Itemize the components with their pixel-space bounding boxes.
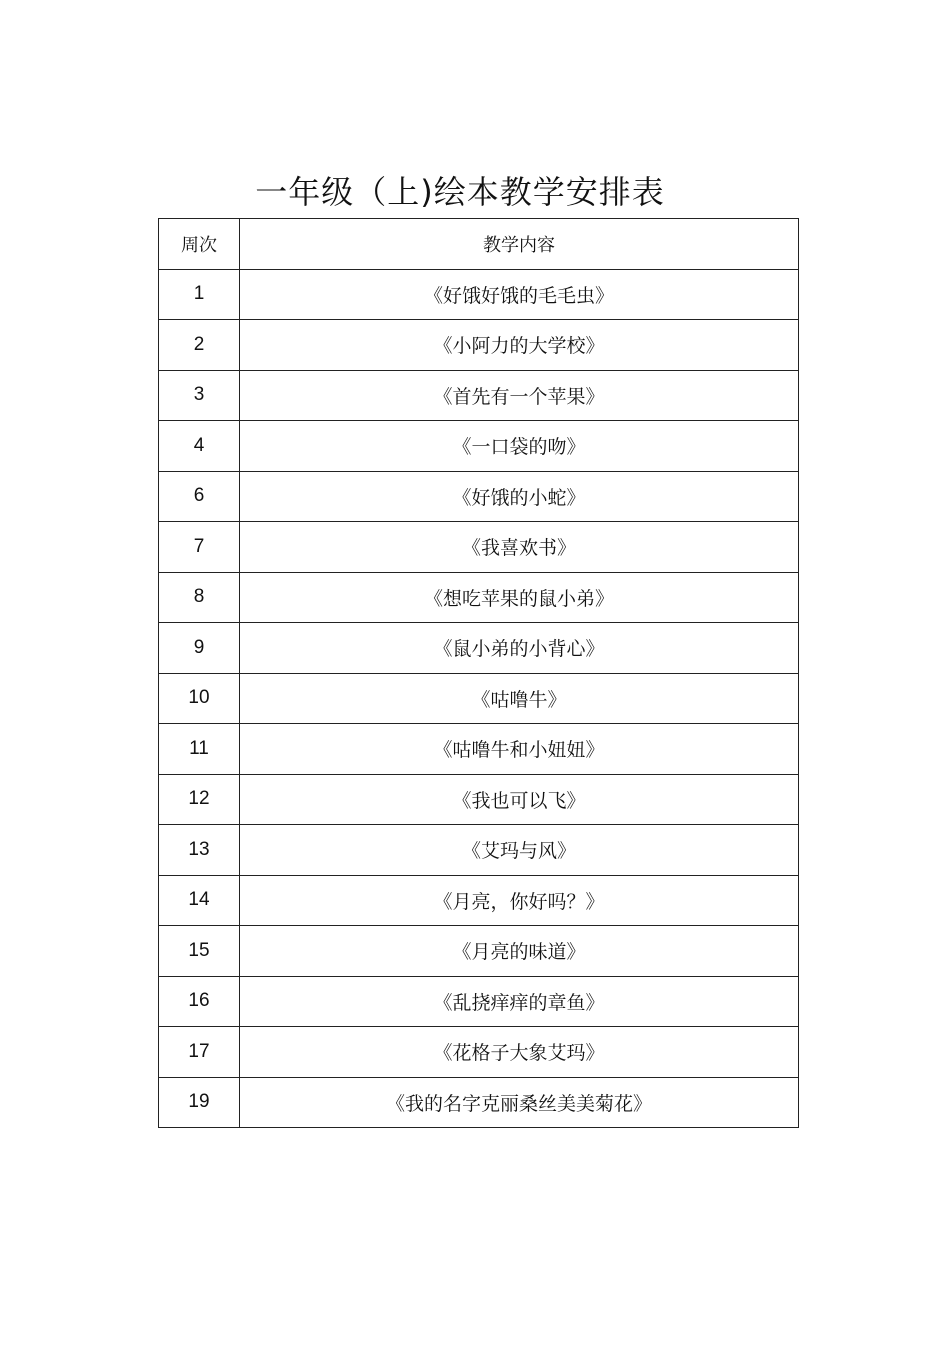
content-cell: 《乱挠痒痒的章鱼》 [240, 976, 799, 1027]
table-row [159, 724, 799, 775]
content-cell: 《鼠小弟的小背心》 [240, 623, 799, 674]
week-cell: 9 [159, 623, 240, 674]
schedule-table [158, 218, 799, 1128]
week-cell: 8 [159, 572, 240, 623]
week-cell: 19 [159, 1077, 240, 1128]
content-cell: 《好饿好饿的毛毛虫》 [240, 269, 799, 320]
table-row [159, 774, 799, 825]
table-row [159, 471, 799, 522]
content-cell: 《月亮的味道》 [240, 926, 799, 977]
week-cell: 14 [159, 875, 240, 926]
content-cell: 《小阿力的大学校》 [240, 320, 799, 371]
table-row [159, 370, 799, 421]
week-cell: 10 [159, 673, 240, 724]
week-cell: 17 [159, 1027, 240, 1078]
content-cell: 《咕噜牛和小妞妞》 [240, 724, 799, 775]
content-cell: 《好饿的小蛇》 [240, 471, 799, 522]
week-cell: 13 [159, 825, 240, 876]
content-cell: 《首先有一个苹果》 [240, 370, 799, 421]
week-cell: 6 [159, 471, 240, 522]
week-cell: 4 [159, 421, 240, 472]
week-cell: 1 [159, 269, 240, 320]
table-row [159, 1027, 799, 1078]
week-cell: 3 [159, 370, 240, 421]
week-cell: 7 [159, 522, 240, 573]
table-row [159, 522, 799, 573]
content-cell: 《艾玛与风》 [240, 825, 799, 876]
content-cell: 《我也可以飞》 [240, 774, 799, 825]
table-row [159, 976, 799, 1027]
week-cell: 12 [159, 774, 240, 825]
table-row [159, 572, 799, 623]
table-row [159, 623, 799, 674]
content-cell: 《花格子大象艾玛》 [240, 1027, 799, 1078]
content-cell: 《月亮，你好吗？》 [240, 875, 799, 926]
table-header-row [159, 219, 799, 270]
table-row [159, 926, 799, 977]
content-cell: 《我的名字克丽桑丝美美菊花》 [240, 1077, 799, 1128]
table-row [159, 421, 799, 472]
header-content: 教学内容 [240, 219, 799, 270]
table-row [159, 269, 799, 320]
table-row [159, 875, 799, 926]
table-row [159, 825, 799, 876]
table-row [159, 320, 799, 371]
table-row [159, 1077, 799, 1128]
content-cell: 《咕噜牛》 [240, 673, 799, 724]
content-cell: 《我喜欢书》 [240, 522, 799, 573]
week-cell: 16 [159, 976, 240, 1027]
week-cell: 11 [159, 724, 240, 775]
week-cell: 15 [159, 926, 240, 977]
page-title: 一年级（上)绘本教学安排表 [255, 173, 665, 211]
content-cell: 《一口袋的吻》 [240, 421, 799, 472]
table-row [159, 673, 799, 724]
header-week: 周次 [159, 219, 240, 270]
content-cell: 《想吃苹果的鼠小弟》 [240, 572, 799, 623]
table-body [159, 269, 799, 1128]
week-cell: 2 [159, 320, 240, 371]
